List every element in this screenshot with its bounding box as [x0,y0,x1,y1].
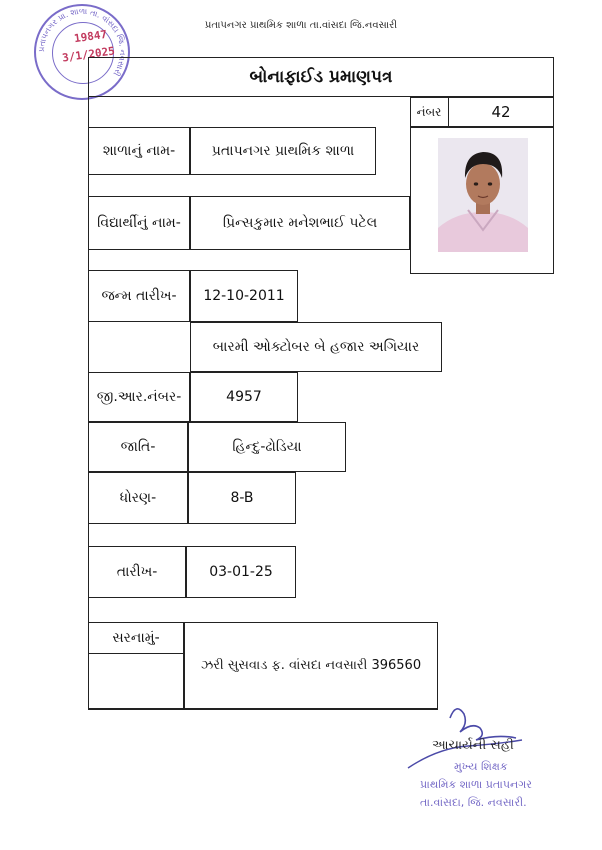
student-photo [438,138,528,252]
form-bottom-border [88,709,438,710]
address-label: સરનામું- [112,629,160,646]
document-title: બોનાફાઈડ પ્રમાણપત્ર [249,67,393,87]
principal-signature-block [398,700,578,820]
dob-words: બારમી ઓક્ટોબર બે હજાર અગિયાર [212,339,420,355]
date-label: તારીખ- [116,564,158,580]
student-value: પ્રિન્સકુમાર મનેશભાઈ પટેલ [222,215,378,231]
std-value: 8-B [230,490,254,506]
gr-value: 4957 [226,389,262,405]
number-label: નંબર [416,104,442,119]
number-value: 42 [491,103,511,121]
signature-caption: આચાર્યની સહી [432,738,514,753]
address-value: ઝરી સુસવાડ ફ. વાંસદા નવસારી 396560 [200,658,422,673]
stamp-ring-text: પ્રતાપનગર પ્રા. શાળા તા. વાંસદા જિ. નવસારી [36,6,128,78]
student-label: વિદ્યાર્થીનું નામ- [97,215,181,231]
dob-value: 12-10-2011 [203,288,285,304]
stamp-handwritten-number: 19847 [73,27,108,46]
document-header: પ્રતાપનગર પ્રાથમિક શાળા તા.વાંસદા જિ.નવસારી [204,20,398,31]
school-label: શાળાનું નામ- [102,143,176,159]
signature-designation: મુખ્ય શિક્ષક [454,760,508,773]
dob-label: જન્મ તારીખ- [101,288,177,304]
caste-value: હિન્દુ-ઢોડિયા [232,439,302,455]
school-value: પ્રતાપનગર પ્રાથમિક શાળા [211,143,355,159]
date-value: 03-01-25 [209,564,273,580]
caste-label: જાતિ- [120,439,156,455]
stamp-handwritten-date: 3/1/2025 [61,44,116,65]
std-label: ધોરણ- [119,490,157,506]
signature-school: પ્રાથમિક શાળા પ્રતાપનગર [420,778,532,791]
signature-address: તા.વાંસદા, જિ. નવસારી. [420,796,527,809]
gr-label: જી.આર.નંબર- [96,389,182,405]
